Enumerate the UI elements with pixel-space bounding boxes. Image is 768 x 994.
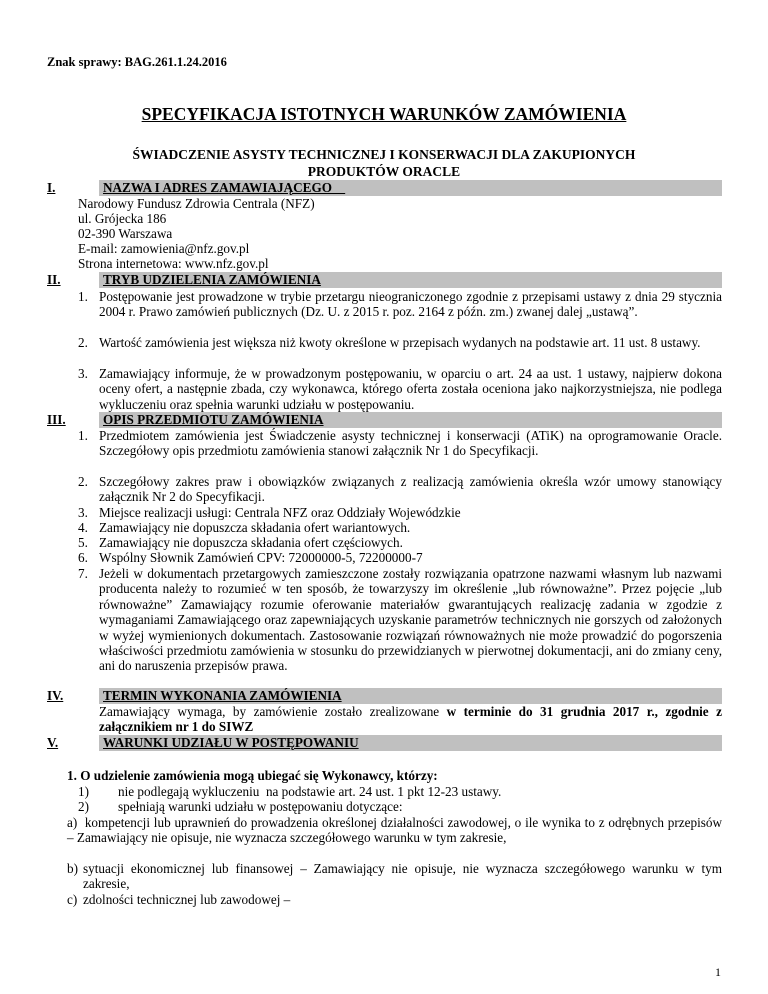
list-number: 1. xyxy=(78,428,88,443)
case-reference: Znak sprawy: BAG.261.1.24.2016 xyxy=(47,55,227,69)
section-5-heading xyxy=(47,735,722,751)
section-1-heading xyxy=(47,180,722,196)
list-number: 2. xyxy=(78,335,88,350)
list-text: Zamawiający nie dopuszcza składania ofert wariantowych. xyxy=(99,520,411,535)
section-title: WARUNKI UDZIAŁU W POSTĘPOWANIU xyxy=(103,735,359,750)
list-item xyxy=(78,428,722,459)
list-number: c) xyxy=(67,892,78,907)
list-item xyxy=(78,366,722,412)
section-title: TRYB UDZIELENIA ZAMÓWIENIA xyxy=(103,272,321,287)
subtitle-line-2: PRODUKTÓW ORACLE xyxy=(307,163,461,179)
completion-term-plain: Zamawiający wymaga, by zamówienie zostało zrealizowane xyxy=(99,704,447,719)
list-text: Szczegółowy zakres praw i obowiązków związanych z realizacją zamówienia określa wzór umowy stanowiący załącznik Nr 2 do Specyfikacji. xyxy=(99,474,722,505)
section-title: OPIS PRZEDMIOTU ZAMÓWIENIA xyxy=(103,412,324,427)
list-number: 1) xyxy=(78,784,89,799)
section-3-heading xyxy=(47,412,722,428)
list-item xyxy=(67,861,722,892)
section-number: III. xyxy=(47,412,66,427)
list-item xyxy=(78,289,722,320)
list-text: Zamawiający informuje, że w prowadzonym postępowaniu, w oparciu o art. 24 aa ust. 1 ustawy, najpierw dokona oceny ofert, a następnie zbada, czy wykonawca, którego oferta została oceniona jako najkorzystniejsza, nie podlega wykluczeniu oraz spełnia warunki udziału w postępowaniu. xyxy=(99,366,722,412)
subtitle-line-1: ŚWIADCZENIE ASYSTY TECHNICZNEJ I KONSERWACJI DLA ZAKUPIONYCH xyxy=(132,147,636,162)
list-text: Jeżeli w dokumentach przetargowych zamieszczone zostały rozwiązania opatrzone nazwami własnym lub nazwami producenta należy to rozumieć w ten sposób, że towarzyszy im określenie „lub równoważne”. Przez pojęcie „lub równoważne” Zamawiający rozumie oferowanie materiałów gwarantujących realizację zadania w zgodzie z wymaganiami Zamawiającego oraz zapewniających uzyskanie parametrów technicznych nie gorszych od założonych w wyżej wymienionych dokumentach. Zastosowanie rozwiązań równoważnych nie może prowadzić do pogorszenia właściwości przedmiotu zamówienia w stosunku do przewidzianych w pierwotnej dokumentacji, ani do zmiany ceny, ani do naruszenia przepisów prawa. xyxy=(99,566,722,674)
list-text: sytuacji ekonomicznej lub finansowej – Zamawiający nie opisuje, nie wyznacza szczegółowego warunku w tym zakresie, xyxy=(83,861,722,892)
document-title: SPECYFIKACJA ISTOTNYCH WARUNKÓW ZAMÓWIENIA xyxy=(141,104,627,124)
section-title: TERMIN WYKONANIA ZAMÓWIENIA xyxy=(103,688,342,703)
list-item xyxy=(67,892,722,907)
list-text: Wspólny Słownik Zamówień CPV: 72000000-5, 72200000-7 xyxy=(99,550,423,565)
list-item xyxy=(78,335,722,350)
list-item xyxy=(78,505,722,520)
list-item xyxy=(78,566,722,674)
address-line: Narodowy Fundusz Zdrowia Centrala (NFZ) xyxy=(78,196,315,211)
list-item xyxy=(78,535,722,550)
list-item xyxy=(78,520,722,535)
list-number: 5. xyxy=(78,535,88,550)
list-text: Przedmiotem zamówienia jest Świadczenie asysty technicznej i konserwacji (ATiK) na oprogramowanie Oracle. Szczegółowy opis przedmiotu zamówienia stanowi załącznik Nr 1 do Specyfikacji. xyxy=(99,428,722,459)
list-number: 3. xyxy=(78,366,88,381)
eligibility-intro: 1. O udzielenie zamówienia mogą ubiegać się Wykonawcy, którzy: xyxy=(67,768,438,783)
list-item xyxy=(78,474,722,505)
condition-a: a) kompetencji lub uprawnień do prowadzenia określonej działalności zawodowej, o ile wynika to z odrębnych przepisów – Zamawiający nie opisuje, nie wyznacza szczegółowego warunku w tym zakresie, xyxy=(67,815,726,846)
list-text: Zamawiający nie dopuszcza składania ofert częściowych. xyxy=(99,535,403,550)
section-number: I. xyxy=(47,180,56,195)
page-number: 1 xyxy=(715,965,721,979)
list-number: 4. xyxy=(78,520,88,535)
document-subtitle xyxy=(0,147,768,180)
address-line: Strona internetowa: www.nfz.gov.pl xyxy=(78,256,269,271)
list-text: Postępowanie jest prowadzone w trybie przetargu nieograniczonego zgodnie z przepisami ustawy z dnia 29 stycznia 2004 r. Prawo zamówień publicznych (Dz. U. z 2015 r. poz. 2164 z późn. zm.) zwanej dalej „ustawą”. xyxy=(99,289,722,320)
section-number: V. xyxy=(47,735,59,750)
section-number: IV. xyxy=(47,688,64,703)
list-number: 7. xyxy=(78,566,88,581)
list-text: Wartość zamówienia jest większa niż kwoty określone w przepisach wydanych na podstawie art. 11 ust. 8 ustawy. xyxy=(99,335,701,350)
list-number: 3. xyxy=(78,505,88,520)
address-line: E-mail: zamowienia@nfz.gov.pl xyxy=(78,241,250,256)
completion-term-text xyxy=(99,704,722,735)
list-number: 6. xyxy=(78,550,88,565)
list-text: Miejsce realizacji usługi: Centrala NFZ oraz Oddziały Wojewódzkie xyxy=(99,505,461,520)
address-line: ul. Grójecka 186 xyxy=(78,211,167,226)
list-number: b) xyxy=(67,861,78,876)
section-title: NAZWA I ADRES ZAMAWIAJĄCEGO xyxy=(103,180,346,195)
list-item xyxy=(78,550,722,565)
section-4-heading xyxy=(47,688,722,704)
list-number: 2. xyxy=(78,474,88,489)
section-number: II. xyxy=(47,272,61,287)
address-line: 02-390 Warszawa xyxy=(78,226,173,241)
list-text: spełniają warunki udziału w postępowaniu dotyczące: xyxy=(118,799,403,814)
completion-term-bold: w terminie do 31 grudnia 2017 r., zgodnie z załącznikiem nr 1 do SIWZ xyxy=(99,704,722,735)
list-text: nie podlegają wykluczeniu na podstawie art. 24 ust. 1 pkt 12-23 ustawy. xyxy=(118,784,502,799)
list-number: 2) xyxy=(78,799,89,814)
list-number: 1. xyxy=(78,289,88,304)
list-text: zdolności technicznej lub zawodowej – xyxy=(83,892,291,907)
section-2-heading xyxy=(47,272,722,288)
